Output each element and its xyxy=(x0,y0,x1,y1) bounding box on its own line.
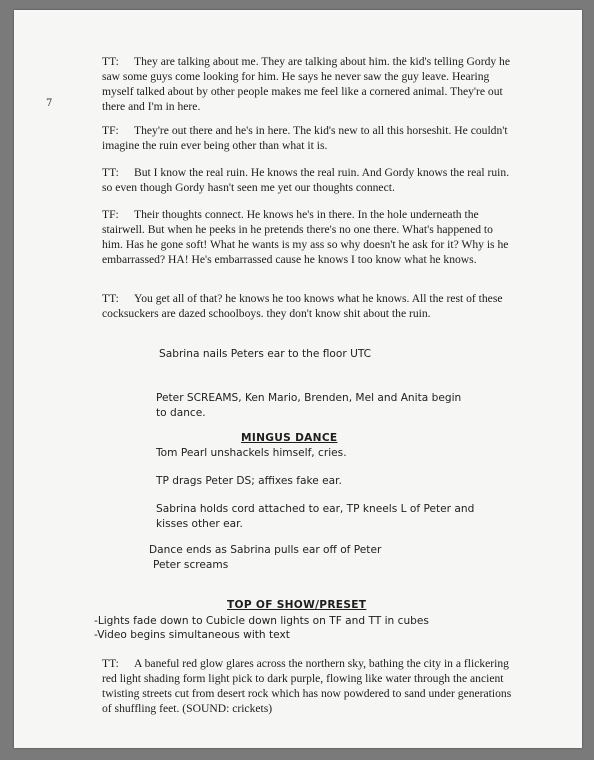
stage-direction: Sabrina nails Peters ear to the floor UTC xyxy=(159,348,372,360)
stage-direction: TP drags Peter DS; affixes fake ear. xyxy=(156,475,342,487)
stage-direction: Sabrina holds cord attached to ear, TP kneels L of Peter and kisses other ear. xyxy=(156,503,475,530)
stage-direction: Peter SCREAMS, Ken Mario, Brenden, Mel and Anita begin to dance. xyxy=(156,392,462,419)
speaker-label: TT: xyxy=(102,55,119,68)
section-heading: TOP OF SHOW/PRESET xyxy=(227,599,367,611)
speaker-label: TT: xyxy=(102,292,119,305)
page-number: 7 xyxy=(46,98,53,109)
dialogue-paragraph xyxy=(102,165,512,195)
stage-direction: Peter screams xyxy=(153,559,229,571)
dialogue-text: But I know the real ruin. He knows the real ruin. And Gordy knows the real ruin. so even though Gordy hasn't seen me yet our thoughts connect. xyxy=(102,166,510,194)
stage-direction: Tom Pearl unshackels himself, cries. xyxy=(156,447,347,459)
dialogue-text: A baneful red glow glares across the northern sky, bathing the city in a flickering red light shading form light pick to dark purple, flowing like water through the ancient twisting streets cut from desert rock which has now powdered to sand under generations of shuffling feet. (SOUND: crickets) xyxy=(102,657,512,715)
dialogue-paragraph xyxy=(102,207,512,267)
dialogue-text: They're out there and he's in here. The kid's new to all this horseshit. He couldn't imagine the ruin ever being other than what it is. xyxy=(102,124,508,152)
preset-cue: -Lights fade down to Cubicle down lights on TF and TT in cubes xyxy=(94,615,429,627)
dialogue-text: You get all of that? he knows he too knows what he knows. All the rest of these cocksuckers are dazed schoolboys. they don't know shit about the ruin. xyxy=(102,292,503,320)
preset-cue: -Video begins simultaneous with text xyxy=(94,629,290,641)
dialogue-text: Their thoughts connect. He knows he's in there. In the hole underneath the stairwell. But when he peeks in he pretends there's no one there. What's happened to him. Has he gone soft! What he wants is my ass so why doesn't he ask for it? Why is he embarrassed? HA! He's embarrassed cause he knows I too know what he knows. xyxy=(102,208,509,266)
section-heading: MINGUS DANCE xyxy=(241,432,338,444)
dialogue-paragraph xyxy=(102,656,512,716)
speaker-label: TF: xyxy=(102,124,119,137)
dialogue-text: They are talking about me. They are talking about him. the kid's telling Gordy he saw some guys come looking for him. He says he never saw the guy leave. Hearing myself talked about by other people makes me feel like a cornered animal. They're out there and I'm in here. xyxy=(102,55,510,113)
script-page xyxy=(14,10,582,748)
speaker-label: TF: xyxy=(102,208,119,221)
speaker-label: TT: xyxy=(102,657,119,670)
dialogue-paragraph xyxy=(102,291,512,321)
dialogue-paragraph xyxy=(102,54,512,114)
speaker-label: TT: xyxy=(102,166,119,179)
stage-direction: Dance ends as Sabrina pulls ear off of Peter xyxy=(149,544,382,556)
dialogue-paragraph xyxy=(102,123,512,153)
